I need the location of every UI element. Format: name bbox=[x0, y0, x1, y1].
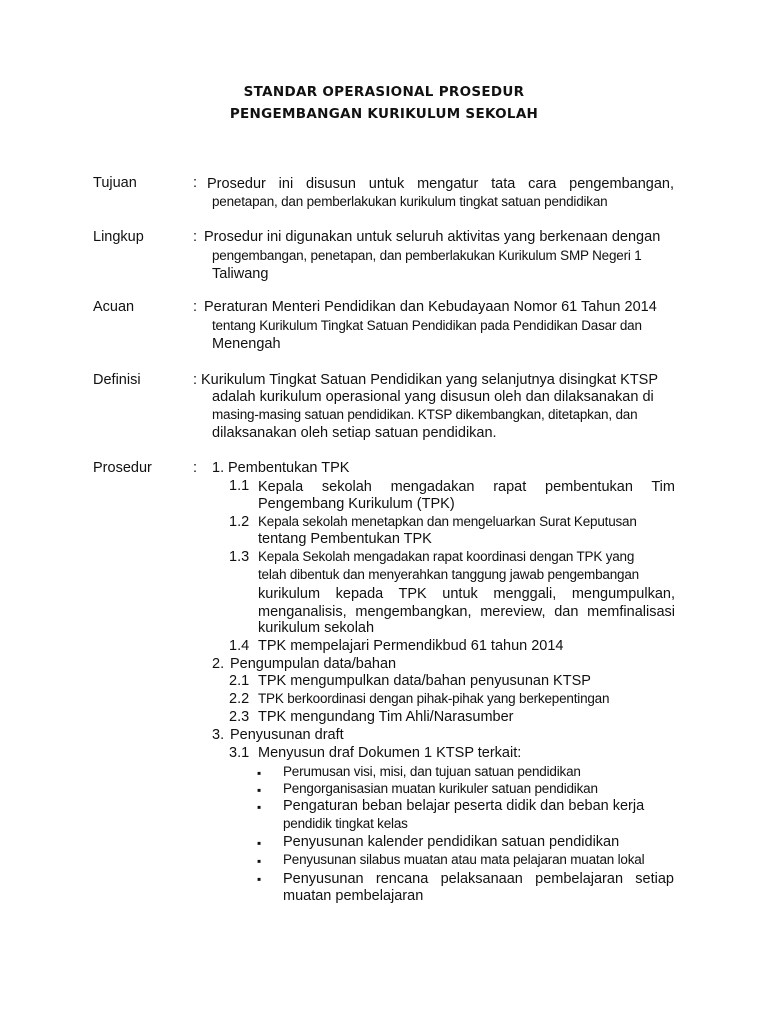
lingkup-line-1: Prosedur ini digunakan untuk seluruh aktivitas yang berkenaan dengan bbox=[204, 229, 661, 245]
bullet-line: Penyusunan kalender pendidikan satuan pendidikan bbox=[283, 834, 620, 850]
bullet-icon: ▪ bbox=[257, 783, 262, 797]
lingkup-line-3: Taliwang bbox=[212, 266, 269, 282]
substep-line: TPK mempelajari Permendikbud 61 tahun 2014 bbox=[258, 638, 564, 654]
substep-line: Kepala sekolah mengadakan rapat pembentukan Tim bbox=[258, 479, 675, 495]
bullet-line: Pengorganisasian muatan kurikuler satuan pendidikan bbox=[283, 781, 598, 796]
bullet-line: Perumusan visi, misi, dan tujuan satuan pendidikan bbox=[283, 764, 581, 779]
section-label: Tujuan bbox=[93, 175, 137, 191]
substep-line: kurikulum kepada TPK untuk menggali, mengumpulkan, bbox=[258, 586, 675, 602]
document-title-line-1: STANDAR OPERASIONAL PROSEDUR bbox=[243, 84, 525, 100]
substep-line: TPK mengundang Tim Ahli/Narasumber bbox=[258, 709, 514, 725]
substep-line: telah dibentuk dan menyerahkan tanggung jawab pengembangan bbox=[258, 567, 639, 582]
substep-line: TPK mengumpulkan data/bahan penyusunan KTSP bbox=[258, 673, 591, 689]
substep-line: Pengembang Kurikulum (TPK) bbox=[258, 496, 455, 512]
acuan-line-3: Menengah bbox=[212, 336, 281, 352]
document-title-line-2: PENGEMBANGAN KURIKULUM SEKOLAH bbox=[229, 106, 539, 122]
step-title: Pembentukan TPK bbox=[228, 460, 350, 476]
section-label: Lingkup bbox=[93, 229, 144, 245]
substep-number: 2.1 bbox=[229, 673, 250, 689]
step-number: 2. bbox=[212, 656, 225, 672]
substep-line: menganalisis, mengembangkan, mereview, dan memfinalisasi bbox=[258, 604, 675, 620]
step-number: 3. bbox=[212, 727, 225, 743]
colon: : bbox=[193, 372, 198, 388]
substep-line: tentang Pembentukan TPK bbox=[258, 531, 432, 547]
colon: : bbox=[193, 229, 198, 245]
step-number: 1. bbox=[212, 460, 225, 476]
substep-line: Kepala sekolah menetapkan dan mengeluarkan Surat Keputusan bbox=[258, 514, 637, 529]
bullet-icon: ▪ bbox=[257, 836, 262, 850]
tujuan-line-2: penetapan, dan pemberlakukan kurikulum tingkat satuan pendidikan bbox=[212, 194, 608, 209]
definisi-line-2: adalah kurikulum operasional yang disusun oleh dan dilaksanakan di bbox=[212, 389, 654, 405]
section-label: Definisi bbox=[93, 372, 141, 388]
substep-line: TPK berkoordinasi dengan pihak-pihak yang berkepentingan bbox=[258, 691, 610, 706]
bullet-icon: ▪ bbox=[257, 766, 262, 780]
acuan-line-1: Peraturan Menteri Pendidikan dan Kebudayaan Nomor 61 Tahun 2014 bbox=[204, 299, 657, 315]
bullet-line: Penyusunan silabus muatan atau mata pelajaran muatan lokal bbox=[283, 852, 645, 867]
substep-number: 3.1 bbox=[229, 745, 250, 761]
substep-number: 1.2 bbox=[229, 514, 250, 530]
colon: : bbox=[193, 460, 198, 476]
definisi-line-4: dilaksanakan oleh setiap satuan pendidikan. bbox=[212, 425, 497, 441]
step-title: Penyusunan draft bbox=[230, 727, 344, 743]
lingkup-line-2: pengembangan, penetapan, dan pemberlakukan Kurikulum SMP Negeri 1 bbox=[212, 248, 642, 263]
substep-number: 1.3 bbox=[229, 549, 250, 565]
colon: : bbox=[193, 175, 198, 191]
bullet-line: Penyusunan rencana pelaksanaan pembelajaran setiap bbox=[283, 871, 674, 887]
bullet-icon: ▪ bbox=[257, 800, 262, 814]
tujuan-line-1: Prosedur ini disusun untuk mengatur tata cara pengembangan, bbox=[207, 176, 674, 192]
step-title: Pengumpulan data/bahan bbox=[230, 656, 397, 672]
substep-line: kurikulum sekolah bbox=[258, 620, 375, 636]
definisi-line-1: Kurikulum Tingkat Satuan Pendidikan yang selanjutnya disingkat KTSP bbox=[201, 372, 659, 388]
bullet-line: Pengaturan beban belajar peserta didik dan beban kerja bbox=[283, 798, 645, 814]
substep-number: 1.4 bbox=[229, 638, 250, 654]
acuan-line-2: tentang Kurikulum Tingkat Satuan Pendidikan pada Pendidikan Dasar dan bbox=[212, 318, 642, 333]
substep-number: 1.1 bbox=[229, 478, 250, 494]
substep-number: 2.2 bbox=[229, 691, 250, 707]
substep-number: 2.3 bbox=[229, 709, 250, 725]
section-label: Acuan bbox=[93, 299, 135, 315]
definisi-line-3: masing-masing satuan pendidikan. KTSP dikembangkan, ditetapkan, dan bbox=[212, 407, 638, 422]
bullet-icon: ▪ bbox=[257, 872, 262, 886]
substep-line: Kepala Sekolah mengadakan rapat koordinasi dengan TPK yang bbox=[258, 549, 635, 564]
section-label: Prosedur bbox=[93, 460, 152, 476]
substep-line: Menyusun draf Dokumen 1 KTSP terkait: bbox=[258, 745, 522, 761]
bullet-icon: ▪ bbox=[257, 854, 262, 868]
bullet-line: pendidik tingkat kelas bbox=[283, 816, 408, 831]
bullet-line: muatan pembelajaran bbox=[283, 888, 424, 904]
colon: : bbox=[193, 299, 198, 315]
